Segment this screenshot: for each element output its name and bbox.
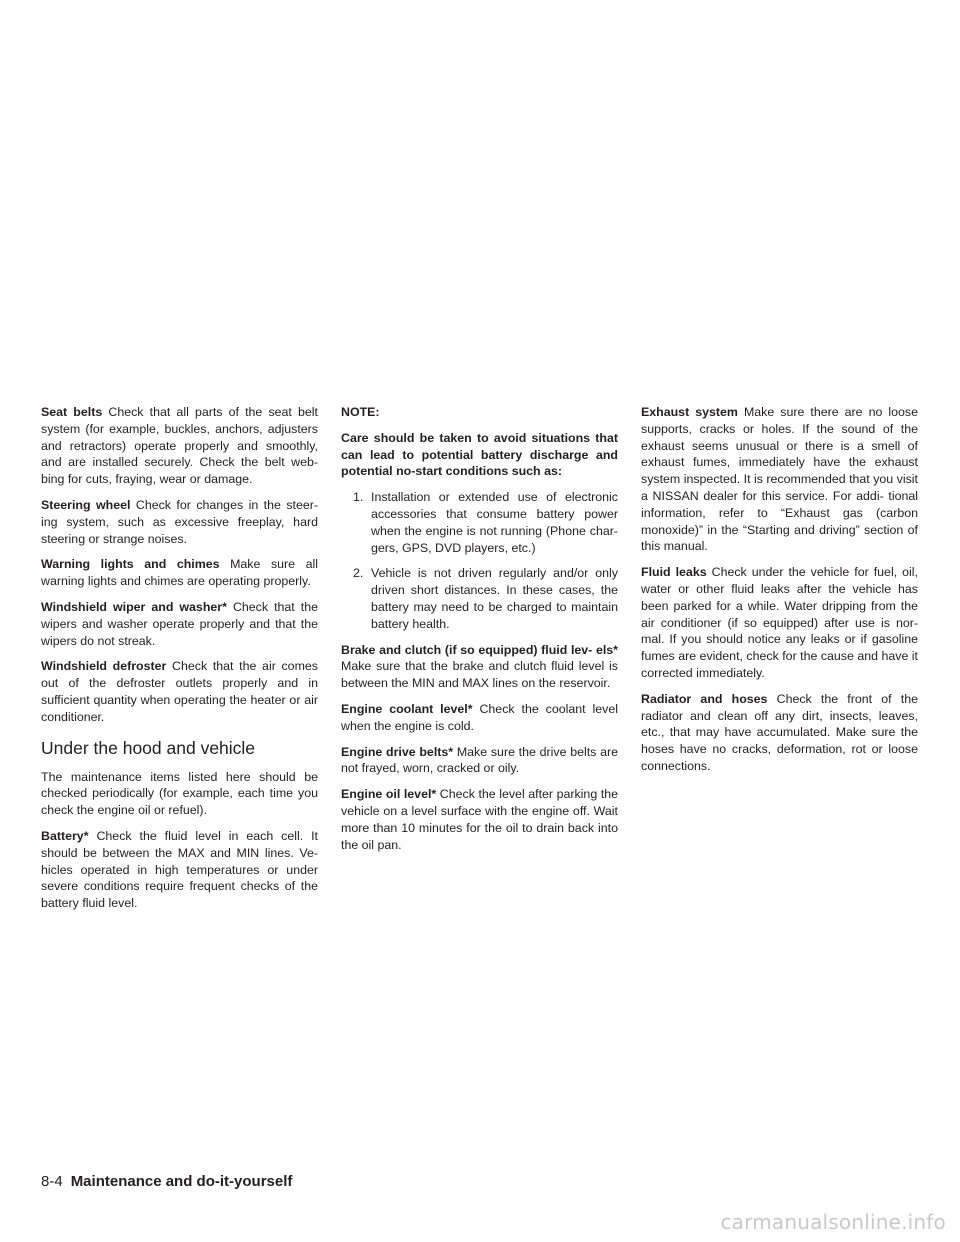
paragraph-battery bbox=[41, 828, 318, 912]
list-item bbox=[341, 565, 618, 632]
text-oil-level: Check the level after parking the vehicle on a level surface with the engine off. Wait more than 10 minutes for the oil to drain back into the oil pan. bbox=[341, 787, 618, 852]
paragraph-defroster bbox=[41, 658, 318, 725]
text-battery: Check the fluid level in each cell. It should be between the MAX and MIN lines. Ve- hicles operated in high temperatures or under severe conditions require frequent checks of the battery fluid level. bbox=[41, 828, 318, 911]
paragraph-drive-belts bbox=[341, 744, 618, 778]
section-title: Maintenance and do-it-yourself bbox=[70, 1173, 293, 1190]
term-seat-belts: Seat belts bbox=[41, 405, 103, 419]
text-defroster: Check that the air comes out of the defroster outlets properly and in sufficient quantity when operating the heater or air conditioner. bbox=[41, 659, 318, 724]
term-battery: Battery* bbox=[41, 828, 89, 843]
term-warning-lights: Warning lights and chimes bbox=[41, 557, 220, 572]
paragraph-oil-level bbox=[341, 786, 618, 853]
term-oil-level: Engine oil level* bbox=[341, 787, 437, 802]
paragraph-wiper-washer bbox=[41, 599, 318, 649]
list-text: Installation or extended use of electronic accessories that consume battery power when the engine is not running (Phone char- gers, GPS, DVD players, etc.) bbox=[371, 490, 618, 555]
paragraph-steering-wheel bbox=[41, 497, 318, 547]
paragraph-warning-lights bbox=[41, 556, 318, 590]
term-drive-belts: Engine drive belts* bbox=[341, 744, 454, 759]
text-wiper-washer: Check that the wipers and washer operate properly and that the wipers do not streak. bbox=[41, 599, 318, 648]
note-heading: NOTE: bbox=[341, 405, 380, 419]
page-number: 8-4 bbox=[41, 1173, 63, 1190]
text-fluid-leaks: Check under the vehicle for fuel, oil, water or other fluid leaks after the vehicle has been parked for a while. Water dripping from the air conditioner (if so equipped) after use is nor- mal. If you should notice any leaks or if gasoline fumes are evident, check for the cause and have it corrected immediately. bbox=[641, 565, 918, 680]
list-number: 2. bbox=[353, 566, 364, 581]
term-coolant: Engine coolant level* bbox=[341, 701, 473, 716]
term-radiator: Radiator and hoses bbox=[641, 691, 768, 706]
text-radiator: Check the front of the radiator and clean off any dirt, insects, leaves, etc., that may have accumulated. Make sure the hoses have no cracks, deformation, rot or loose connections. bbox=[641, 691, 919, 773]
paragraph-fluid-leaks bbox=[641, 564, 918, 682]
text-seat-belts: Check that all parts of the seat belt system (for example, buckles, anchors, adjusters and retractors) operate properly and smoothly, and are installed securely. Check the belt web- bing for cuts, fraying, wear or damage. bbox=[41, 405, 318, 487]
term-brake-clutch: Brake and clutch (if so equipped) fluid lev- els* bbox=[341, 642, 618, 657]
section-intro: The maintenance items listed here should be checked periodically (for example, each time you check the engine oil or refuel). bbox=[41, 769, 318, 818]
term-defroster: Windshield defroster bbox=[41, 659, 167, 674]
middle-column bbox=[341, 404, 618, 862]
text-exhaust: Make sure there are no loose supports, cracks or holes. If the sound of the exhaust seems unusual or there is a smell of exhaust fumes, immediately have the exhaust system inspected. It is recommended that you visit a NISSAN dealer for this service. For addi- tional information, refer to “Exhaust gas (carbon monoxide)” in the “Starting and driving” section of this manual. bbox=[641, 405, 919, 554]
list-text: Vehicle is not driven regularly and/or only driven short distances. In these cases, the battery may need to be charged to maintain battery health. bbox=[371, 566, 618, 631]
paragraph-coolant bbox=[341, 701, 618, 735]
paragraph-exhaust bbox=[641, 404, 918, 555]
text-brake-clutch: Make sure that the brake and clutch fluid level is between the MIN and MAX lines on the reservoir. bbox=[341, 659, 618, 691]
text-steering-wheel: Check for changes in the steer- ing system, such as excessive freeplay, hard steering or strange noises. bbox=[41, 497, 318, 546]
left-column bbox=[41, 404, 318, 921]
term-fluid-leaks: Fluid leaks bbox=[641, 565, 707, 580]
watermark: carmanualsonline.info bbox=[720, 1210, 946, 1234]
page-footer bbox=[41, 1173, 292, 1191]
text-warning-lights: Make sure all warning lights and chimes are operating properly. bbox=[41, 557, 318, 589]
right-column bbox=[641, 404, 918, 784]
term-steering-wheel: Steering wheel bbox=[41, 497, 131, 512]
list-number: 1. bbox=[353, 490, 364, 505]
term-exhaust: Exhaust system bbox=[641, 405, 738, 419]
paragraph-seat-belts bbox=[41, 404, 318, 488]
list-item bbox=[341, 489, 618, 556]
term-wiper-washer: Windshield wiper and washer* bbox=[41, 599, 227, 614]
note-body: Care should be taken to avoid situations that can lead to potential battery discharge and potential no-start conditions such as: bbox=[341, 430, 618, 479]
text-coolant: Check the coolant level when the engine is cold. bbox=[341, 701, 618, 733]
note-list bbox=[341, 489, 618, 632]
section-heading: Under the hood and vehicle bbox=[41, 737, 256, 758]
paragraph-brake-clutch bbox=[341, 642, 618, 692]
paragraph-radiator bbox=[641, 691, 918, 775]
text-drive-belts: Make sure the drive belts are not frayed, worn, cracked or oily. bbox=[341, 744, 619, 776]
